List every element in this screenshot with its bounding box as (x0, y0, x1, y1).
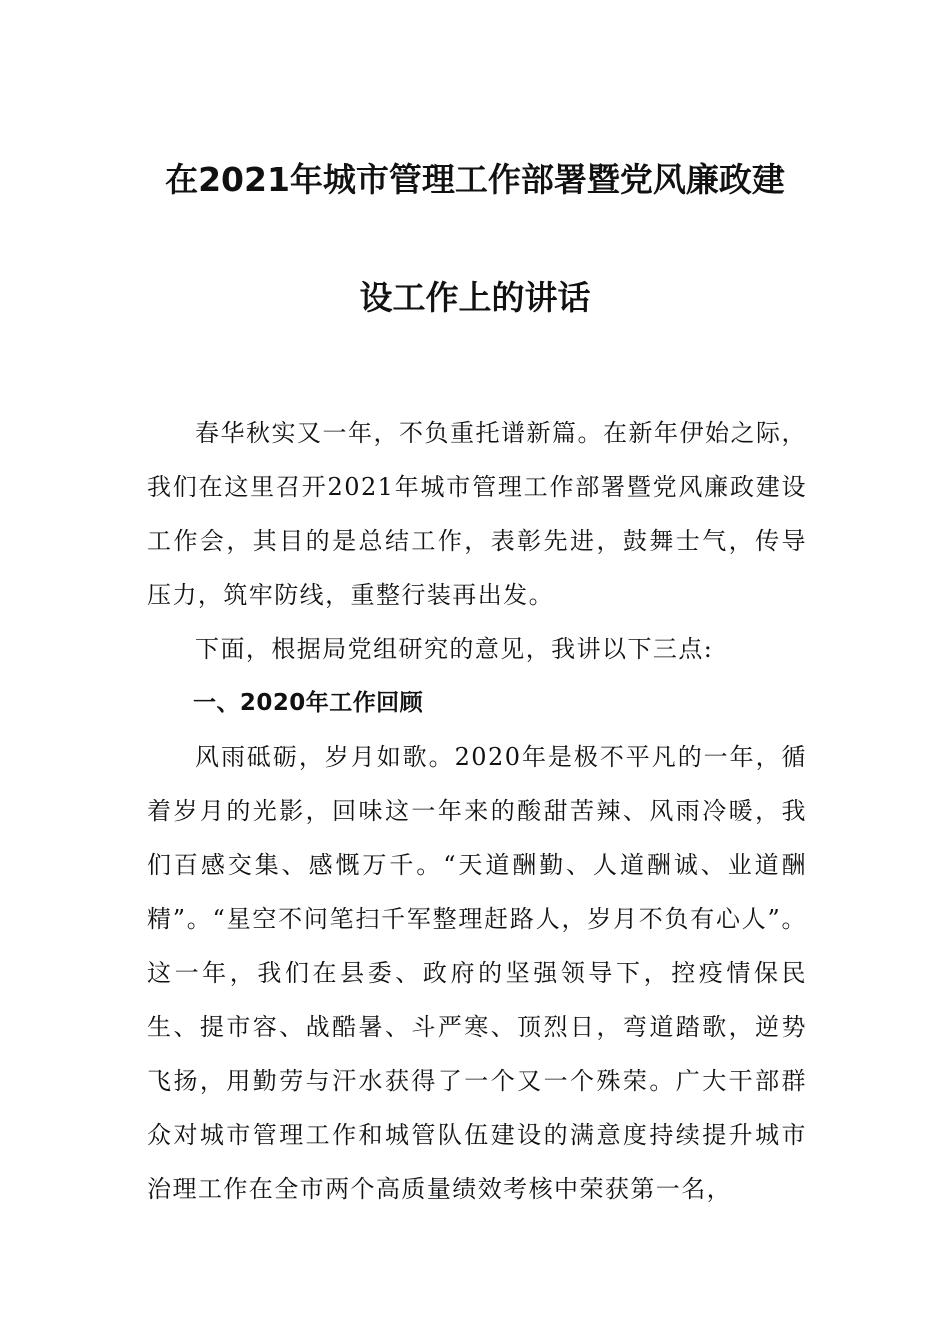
paragraph-review: 风雨砥砺，岁月如歌。2020年是极不平凡的一年，循着岁月的光影，回味这一年来的酸甜苦辣、风雨冷暖，我们百感交集、感慨万千。“天道酬勤、人道酬诚、业道酬精”。“星空不问笔扫千军整理赶路人，岁月不负有心人”。这一年，我们在县委、政府的坚强领导下，控疫情保民生、提市容、战酷暑、斗严寒、顶烈日，弯道踏歌，逆势飞扬，用勤劳与汗水获得了一个又一个殊荣。广大干部群众对城市管理工作和城管队伍建设的满意度持续提升城市治理工作在全市两个高质量绩效考核中荣获第一名， (147, 743, 807, 1203)
document-title-line-2: 设工作上的讲话 (359, 278, 591, 317)
paragraph-outline: 下面，根据局党组研究的意见，我讲以下三点: (195, 635, 714, 663)
document-body (147, 406, 807, 1216)
paragraph-opening: 春华秋实又一年，不负重托谱新篇。在新年伊始之际，我们在这里召开2021年城市管理工作部署暨党风廉政建设工作会，其目的是总结工作，表彰先进，鼓舞士气，传导压力，筑牢防线，重整行装再出发。 (147, 419, 807, 609)
document-title-line-1: 在2021年城市管理工作部署暨党风廉政建 (165, 160, 785, 199)
section-heading-review: 一、2020年工作回顾 (193, 690, 424, 716)
